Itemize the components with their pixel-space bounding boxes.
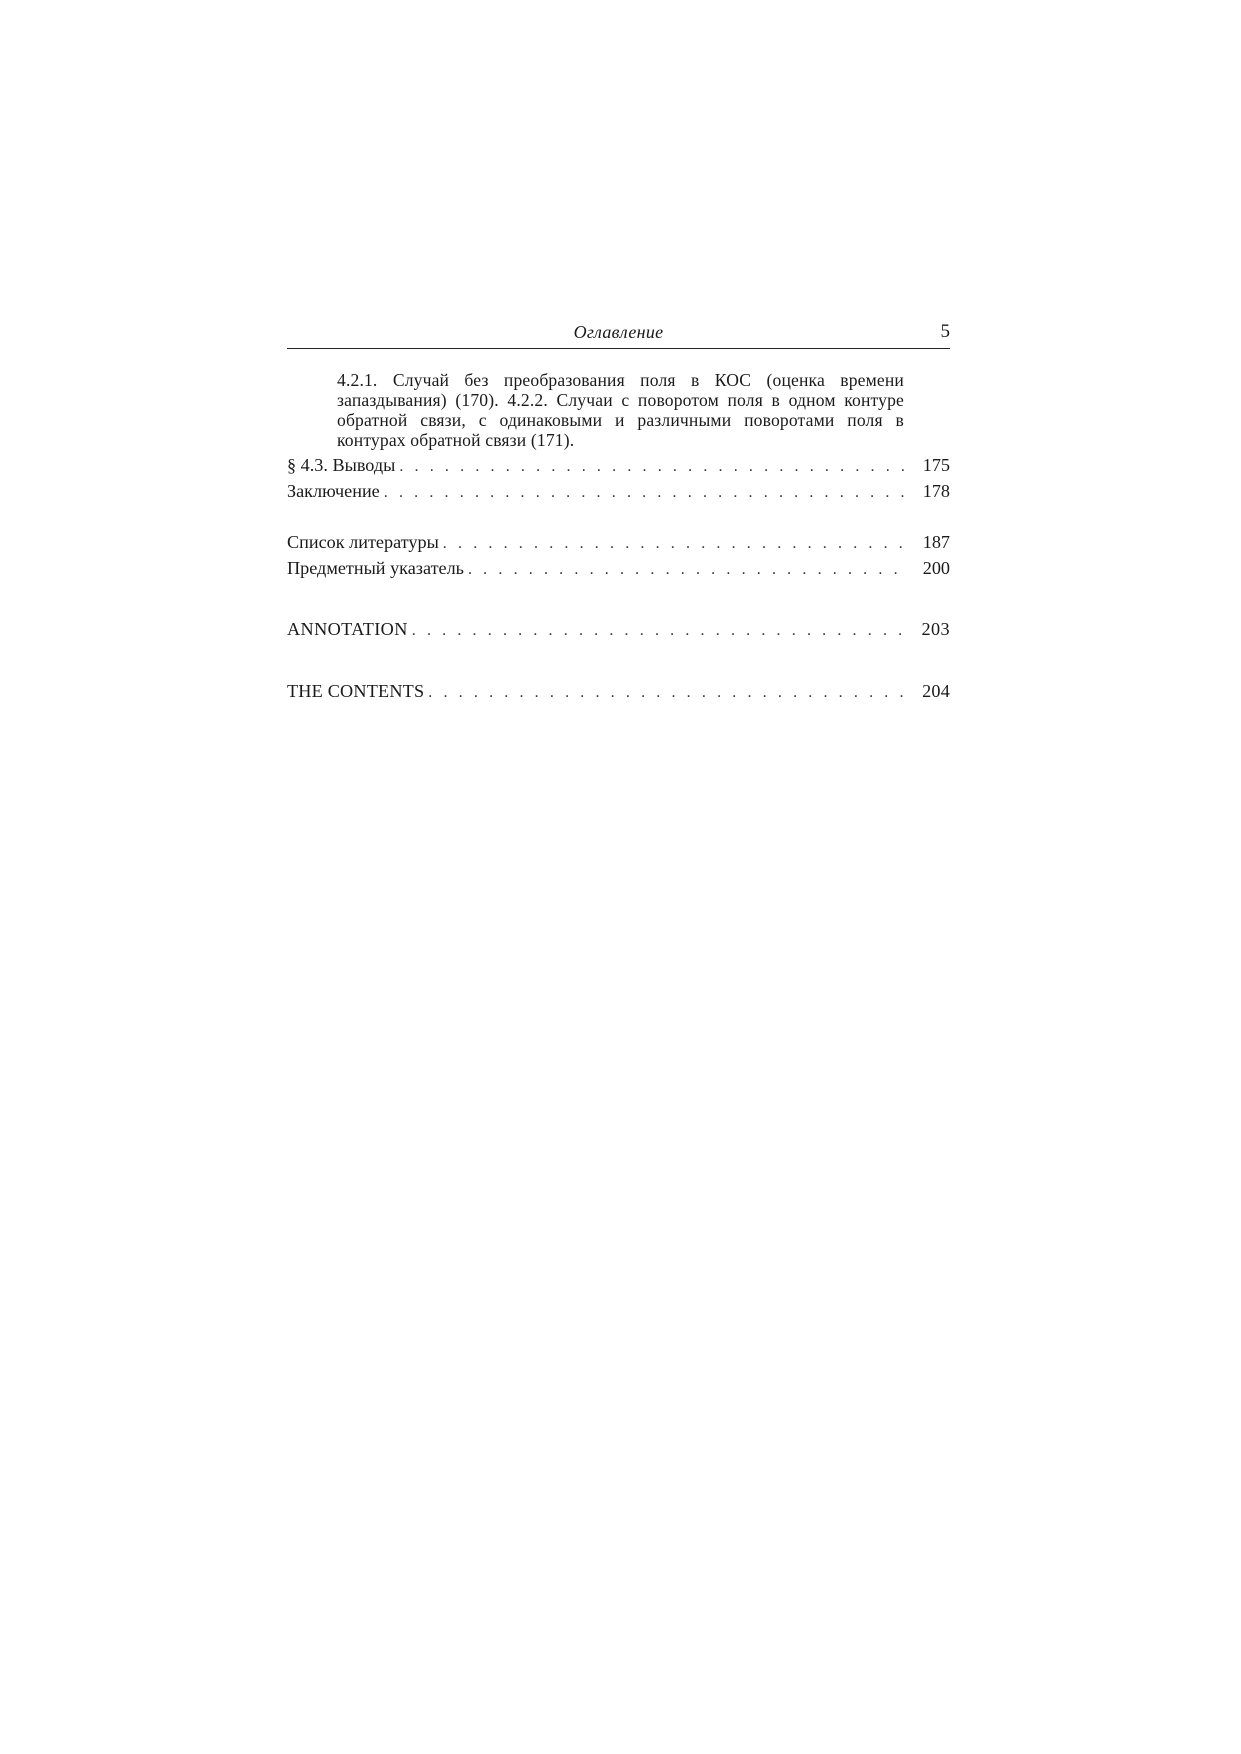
- toc-entry-page: 187: [922, 532, 950, 552]
- toc-entry-page: 203: [921, 619, 950, 639]
- toc-entry-label: Предметный указатель: [287, 558, 464, 578]
- toc-entry-label: THE CONTENTS: [287, 681, 425, 701]
- toc-entry-conclusion[interactable]: [287, 479, 950, 505]
- toc-entry-the-contents[interactable]: [287, 679, 950, 705]
- running-header: [287, 318, 950, 349]
- dot-leader: [399, 454, 904, 479]
- toc-entry-label: Заключение: [287, 481, 380, 501]
- toc-entry-annotation[interactable]: [287, 617, 950, 643]
- toc-page: [287, 318, 950, 705]
- subsection-list: 4.2.1. Случай без преобразования поля в КОС (оценка времени запаздывания) (170). 4.2.2. Случаи с поворотом поля в одном контуре обратной связи, с одинаковыми и различными поворотами поля в контурах обратной связи (171).: [337, 370, 904, 450]
- running-title: Оглавление: [573, 322, 664, 342]
- toc-entry-label: Список литературы: [287, 532, 439, 552]
- toc-entry-subject-index[interactable]: [287, 556, 950, 582]
- toc-entry-page: 200: [922, 558, 950, 578]
- dot-leader: [468, 557, 904, 582]
- dot-leader: [384, 480, 904, 505]
- dot-leader: [443, 531, 904, 556]
- toc-entry-page: 175: [922, 455, 950, 475]
- page-number: 5: [940, 321, 950, 342]
- toc-entry-label: § 4.3. Выводы: [287, 455, 396, 475]
- toc-entry-label: ANNOTATION: [287, 619, 408, 639]
- dot-leader: [428, 680, 904, 705]
- toc-entry-conclusions[interactable]: [287, 453, 950, 479]
- dot-leader: [412, 618, 904, 643]
- toc-entry-page: 178: [922, 481, 950, 501]
- toc-entry-references[interactable]: [287, 530, 950, 556]
- toc-entry-page: 204: [922, 681, 950, 701]
